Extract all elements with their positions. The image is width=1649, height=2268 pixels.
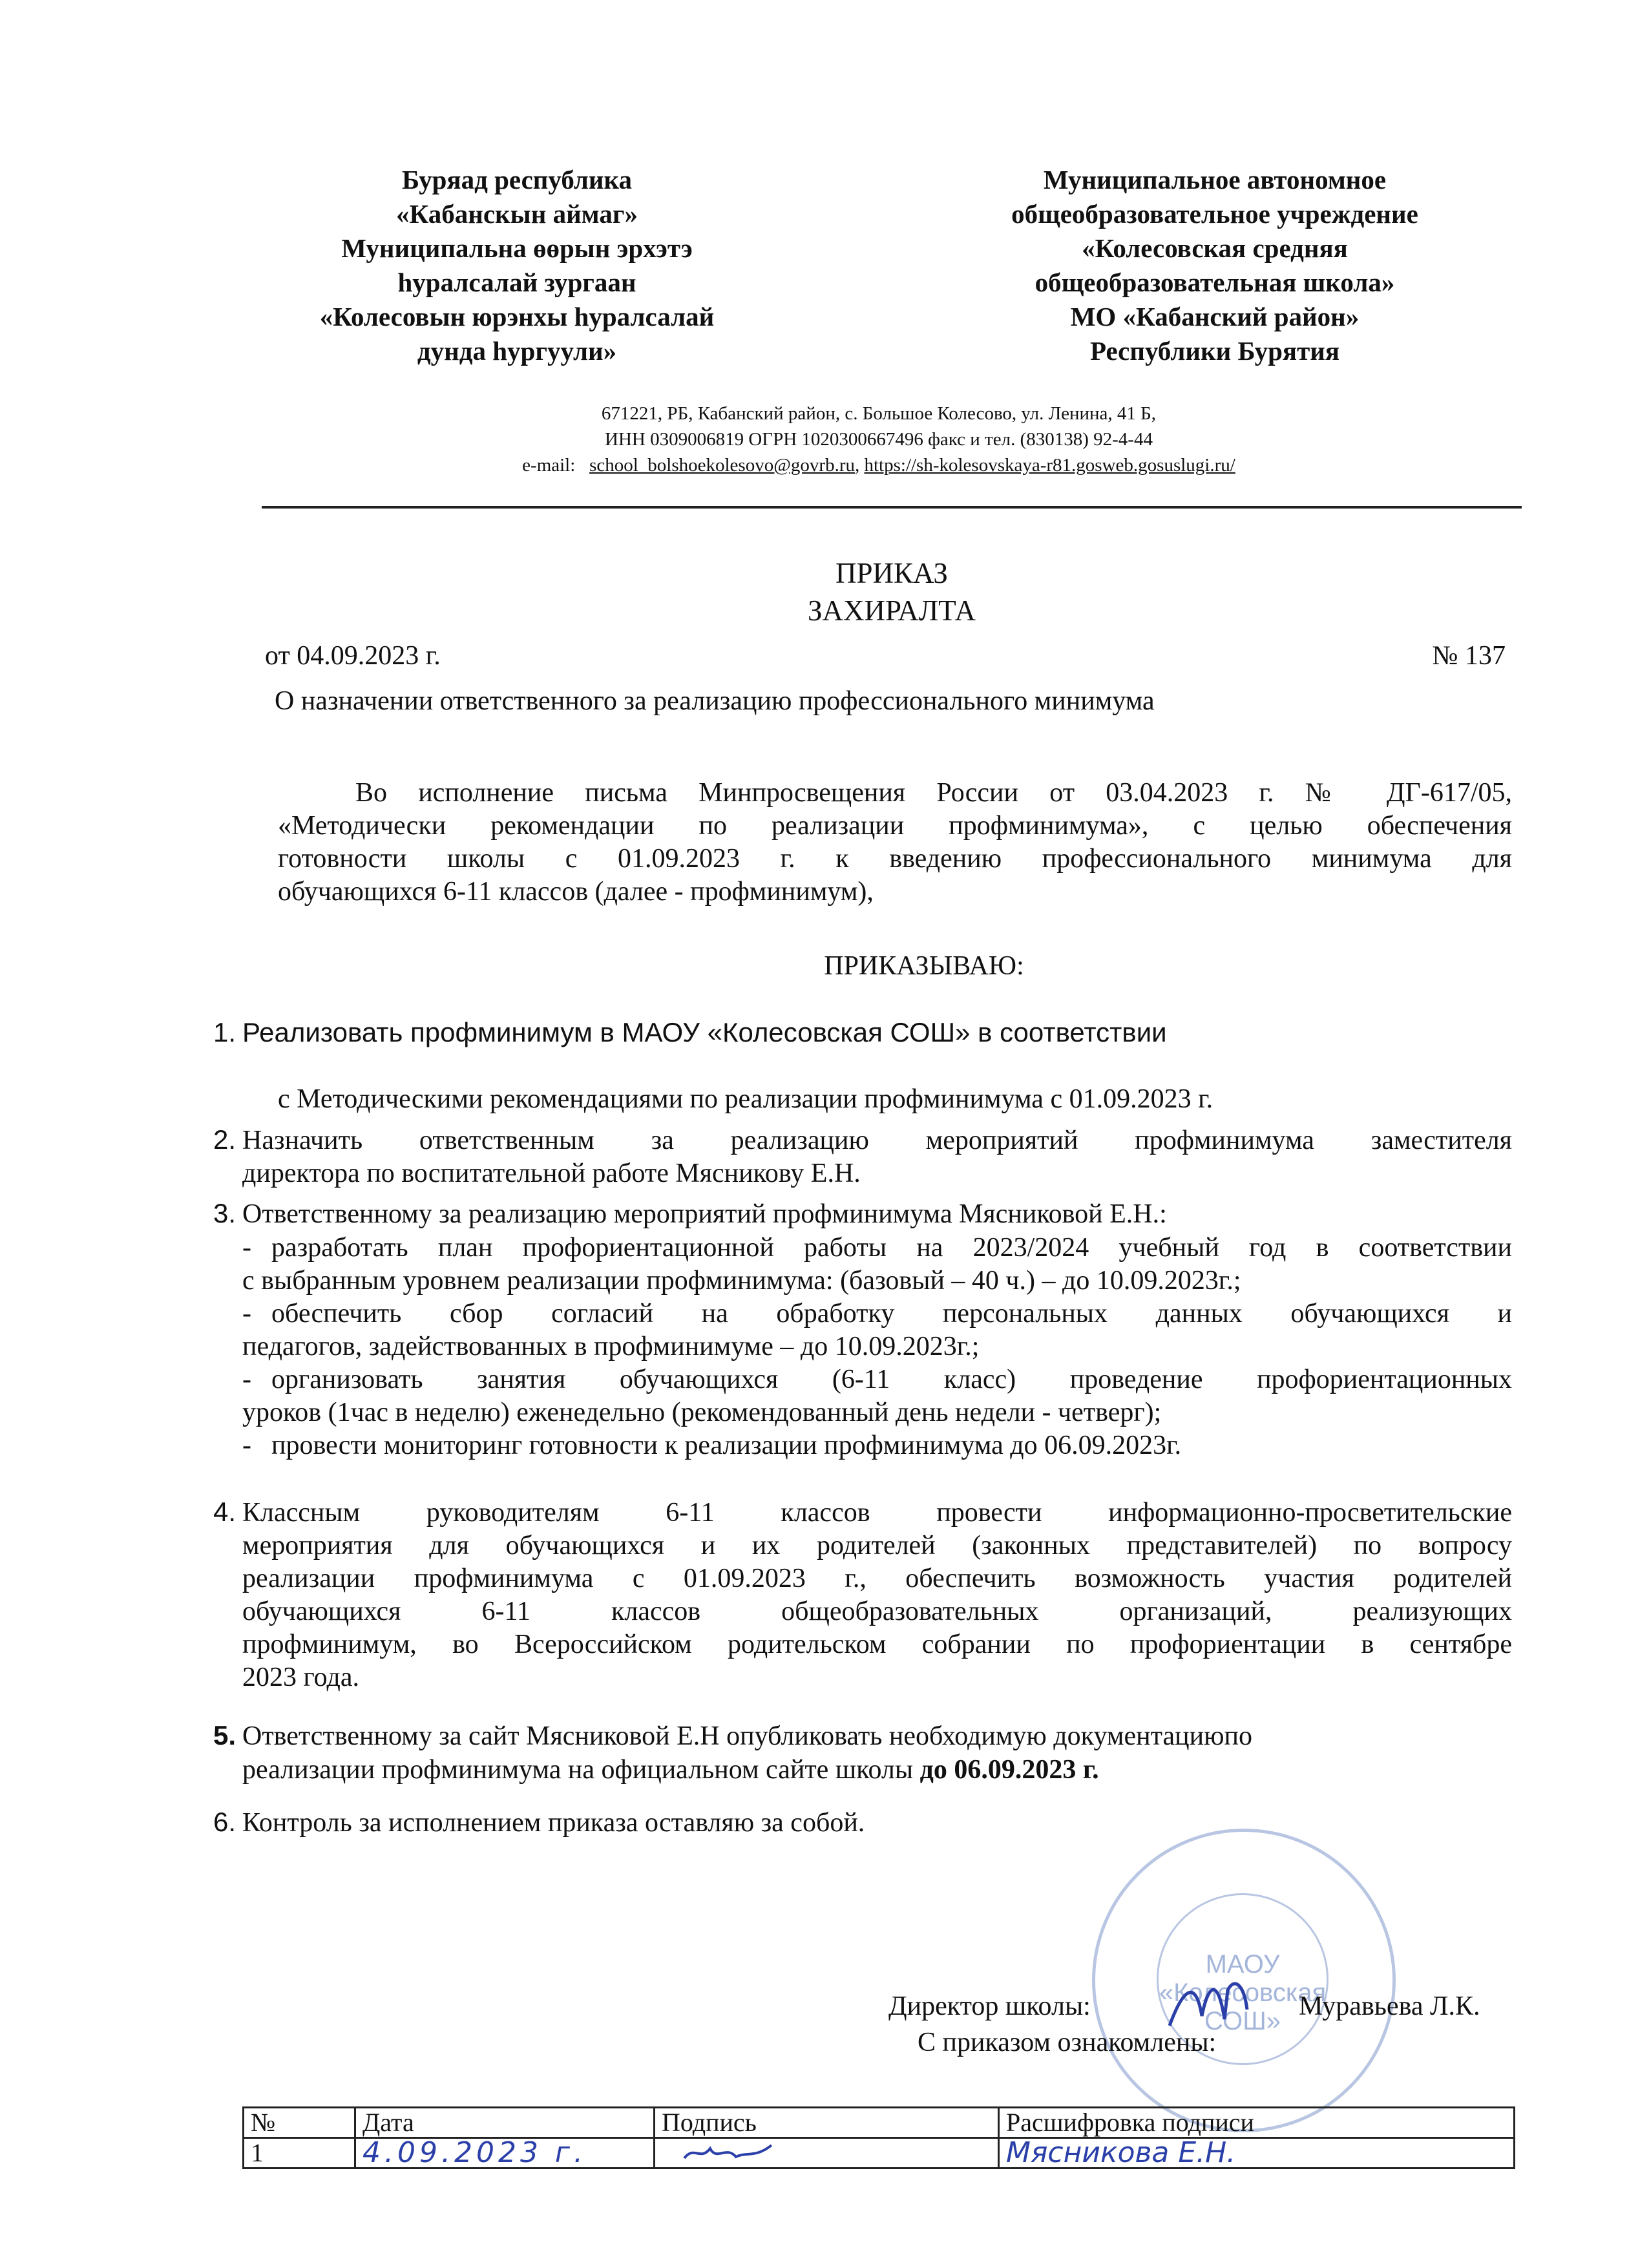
preamble-line: обучающихся 6-11 классов (далее - профминимум), <box>278 877 874 907</box>
header-left-line: һуралсалай зургаан <box>397 268 636 297</box>
table-header-row <box>244 2108 1515 2138</box>
item-text-cont: обучающихся 6-11 классов общеобразовательных организаций, реализующих <box>242 1597 1512 1626</box>
contacts-block <box>362 401 1396 478</box>
cell-date: 4.09.2023 г. <box>355 2138 655 2168</box>
item-2 <box>213 1123 1512 1190</box>
header-left-line: дунда һургуули» <box>417 336 617 366</box>
header-cell: № <box>244 2108 355 2138</box>
order-title <box>698 554 1086 629</box>
header-divider <box>262 506 1522 509</box>
header-cell: Расшифровка подписи <box>999 2108 1515 2138</box>
item-text-cont: мероприятия для обучающихся и их родителей (законных представителей) по вопросу <box>242 1531 1512 1560</box>
item-number: 2. <box>213 1124 236 1155</box>
email-label: e-mail: <box>522 455 576 476</box>
header-right-line: общеобразовательная школа» <box>1035 268 1395 297</box>
item-number: 3. <box>213 1198 236 1228</box>
header-left <box>284 163 750 368</box>
order-title-bua: ЗАХИРАЛТА <box>807 594 976 627</box>
header-left-line: «Колесовын юрэнхы һуралсалай <box>319 302 715 331</box>
header-right-line: «Колесовская средняя <box>1082 233 1348 263</box>
director-signature <box>1157 1964 1286 2035</box>
item-3 <box>213 1197 1167 1231</box>
contacts-separator: , <box>854 455 860 476</box>
address-line: 671221, РБ, Кабанский район, с. Большое Колесово, ул. Ленина, 41 Б, <box>601 403 1157 424</box>
website-link[interactable]: https://sh-kolesovskaya-r81.gosweb.gosuslugi.ru/ <box>864 455 1235 476</box>
sub-item-cont: педагогов, задействованных в профминимуме – до 10.09.2023г.; <box>242 1332 980 1361</box>
item-text: Ответственному за сайт Мясниковой Е.Н опубликовать необходимую документациюпо <box>242 1721 1252 1751</box>
header-left-line: Муниципальна өөрын эрхэтэ <box>341 233 693 263</box>
header-right-line: Республики Бурятия <box>1089 336 1340 366</box>
stamp-text: СОШ» <box>1204 2007 1281 2035</box>
item-number: 5. <box>213 1720 236 1750</box>
stamp-text: «Колесовская <box>1159 1979 1327 2007</box>
header-right-line: общеобразовательное учреждение <box>1011 199 1418 229</box>
sub-item: - обеспечить сбор согласий на обработку персональных данных обучающихся и <box>242 1299 1512 1328</box>
item-4: 4. Классным руководителям 6-11 классов провести информационно-просветительские мероприятия для обучающихся и их родителей (законных представителей) по вопросу реализации профминимума с 01.09.2023 г., обеспечить возможность участия родителей обучающихся 6-11 классов общеобразовательных организаций, реализующих профминимум, во Всероссийском родительском собрании по профориентации в сентябре 2023 года. <box>213 1495 1512 1694</box>
item-number: 6. <box>213 1807 236 1837</box>
item-5-cont: реализации профминимума на официальном сайте школы до 06.09.2023 г. <box>242 1755 1099 1785</box>
sub-item-cont: уроков (1час в неделю) еженедельно (рекомендованный день недели - четверг); <box>242 1398 1162 1427</box>
acknowledgement-table <box>242 2106 1515 2169</box>
decree-word: ПРИКАЗЫВАЮ: <box>824 951 1024 981</box>
table-row <box>244 2138 1515 2168</box>
familiarized-label: С приказом ознакомлены: <box>918 2028 1217 2057</box>
header-left-line: «Кабанскын аймаг» <box>396 199 638 229</box>
header-right-line: МО «Кабанский район» <box>1070 302 1360 331</box>
preamble-line: Во исполнение письма Минпросвещения России от 03.04.2023 г. № ДГ-617/05, <box>355 778 1512 808</box>
signature-scribble <box>681 2139 778 2167</box>
order-title-ru: ПРИКАЗ <box>835 557 948 589</box>
item-number: 1. <box>213 1017 236 1047</box>
item-text: Реализовать профминимум в МАОУ «Колесовская СОШ» в соответствии <box>242 1017 1167 1047</box>
director-name: Муравьева Л.К. <box>1299 1991 1480 2021</box>
cell-name: Мясникова Е.Н. <box>999 2138 1515 2168</box>
item-1 <box>213 1016 1167 1050</box>
item-1-cont: с Методическими рекомендациями по реализации профминимума с 01.09.2023 г. <box>278 1084 1213 1114</box>
item-text: Ответственному за реализацию мероприятий профминимума Мясниковой Е.Н.: <box>242 1199 1167 1229</box>
header-cell: Дата <box>355 2108 655 2138</box>
item-number: 4. <box>213 1496 236 1527</box>
header-left-line: Буряад республика <box>402 165 632 194</box>
sub-item: - разработать план профориентационной работы на 2023/2024 учебный год в соответствии <box>242 1233 1512 1263</box>
item-text: Назначить ответственным за реализацию мероприятий профминимума заместителя <box>242 1126 1512 1155</box>
order-number: № 137 <box>1432 641 1506 671</box>
deadline: до 06.09.2023 г. <box>919 1755 1099 1785</box>
cell-signature <box>655 2138 999 2168</box>
preamble-line: готовности школы с 01.09.2023 г. к введению профессионального минимума для <box>278 844 1512 874</box>
preamble-line: «Методически рекомендации по реализации профминимума», с целью обеспечения <box>278 811 1512 841</box>
sub-item: - организовать занятия обучающихся (6-11 класс) проведение профориентационных <box>242 1365 1512 1394</box>
order-subject: О назначении ответственного за реализацию профессионального минимума <box>275 686 1155 716</box>
item-text-cont: 2023 года. <box>242 1663 359 1692</box>
item-text-cont: директора по воспитательной работе Мясникову Е.Н. <box>242 1159 861 1188</box>
item-text: Контроль за исполнением приказа оставляю за собой. <box>242 1808 865 1838</box>
sub-item: - провести мониторинг готовности к реализации профминимума до 06.09.2023г. <box>242 1431 1182 1460</box>
email-line <box>362 452 1396 478</box>
item-text-cont: профминимум, во Всероссийском родительском собрании по профориентации в сентябре <box>242 1630 1512 1659</box>
director-position: Директор школы: <box>888 1991 1091 2021</box>
stamp-text: МАОУ <box>1205 1950 1280 1979</box>
cell-number: 1 <box>244 2138 355 2168</box>
email-link[interactable]: school_bolshoekolesovo@govrb.ru <box>589 455 855 476</box>
item-3-subitems <box>242 1232 1512 1462</box>
item-5 <box>213 1719 1252 1753</box>
item-6 <box>213 1805 865 1840</box>
order-date: от 04.09.2023 г. <box>265 641 441 671</box>
sub-item-cont: с выбранным уровнем реализации профминимума: (базовый – 40 ч.) – до 10.09.2023г.; <box>242 1266 1241 1296</box>
item-text-cont: реализации профминимума с 01.09.2023 г., обеспечить возможность участия родителей <box>242 1564 1512 1593</box>
header-right-line: Муниципальное автономное <box>1043 165 1387 194</box>
preamble <box>278 777 1512 908</box>
requisites-line: ИНН 0309006819 ОГРН 1020300667496 факс и тел. (830138) 92-4-44 <box>605 429 1153 450</box>
header-right <box>943 163 1486 368</box>
header-cell: Подпись <box>655 2108 999 2138</box>
